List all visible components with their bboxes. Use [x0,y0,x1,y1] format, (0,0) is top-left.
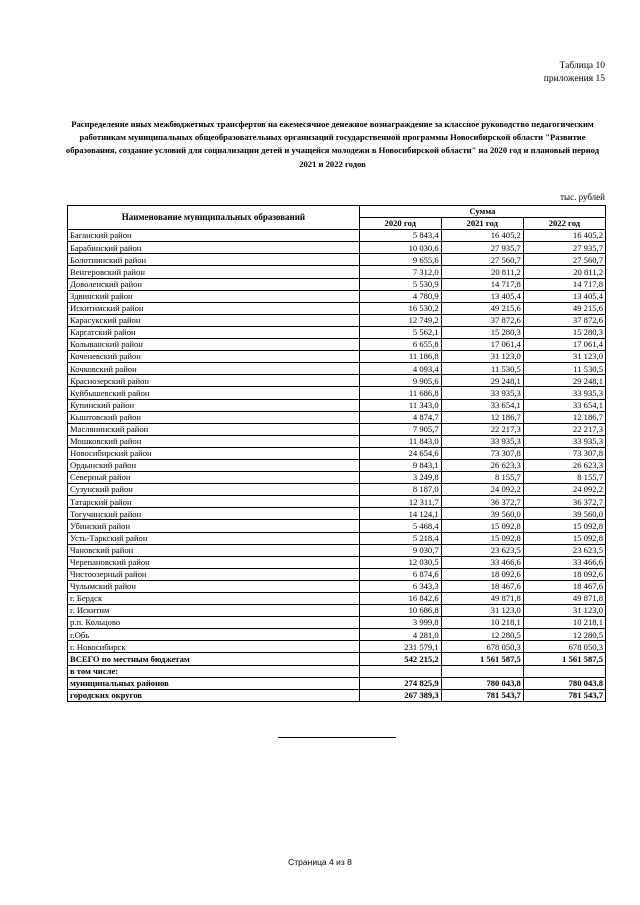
municipality-name: Чановский район [68,544,360,556]
table-row [68,254,606,266]
amount-2022: 23 623,5 [523,544,605,556]
amount-2021: 33 935,3 [441,435,523,447]
amount-2021: 10 218,1 [441,617,523,629]
table-row [68,556,606,568]
amount-2022: 16 405,2 [523,230,605,242]
municipality-name: р.п. Кольцово [68,617,360,629]
subtotal-2021: 780 043,8 [441,677,523,689]
municipality-name: Северный район [68,472,360,484]
amount-2022: 73 307,8 [523,447,605,459]
column-header-name: Наименование муниципальных образований [68,206,360,230]
municipality-name: Мошковский район [68,435,360,447]
amount-2022: 39 560,0 [523,508,605,520]
table-row [68,641,606,653]
amount-2021: 24 092,2 [441,484,523,496]
table-row [68,242,606,254]
amount-2021: 16 405,2 [441,230,523,242]
municipality-name: Искитимский район [68,302,360,314]
table-row [68,447,606,459]
subtotal-name: городских округов [68,689,360,701]
municipality-name: г. Бердск [68,593,360,605]
table-row [68,314,606,326]
amount-2020: 9 905,6 [359,375,441,387]
amount-2022: 12 280,5 [523,629,605,641]
amount-2020: 9 655,6 [359,254,441,266]
municipality-name: Купинский район [68,399,360,411]
table-row [68,363,606,375]
municipality-name: Маслянинский район [68,423,360,435]
amount-2020: 11 186,8 [359,351,441,363]
amount-2021: 8 155,7 [441,472,523,484]
amount-2020: 16 530,2 [359,302,441,314]
amount-2021: 73 307,8 [441,447,523,459]
table-row [68,302,606,314]
amount-2022: 49 215,6 [523,302,605,314]
amount-2020: 7 312,0 [359,266,441,278]
municipality-name: Карасукский район [68,314,360,326]
amount-2020: 7 905,7 [359,423,441,435]
table-row [68,290,606,302]
amount-2022: 49 871,8 [523,593,605,605]
amount-2021: 22 217,3 [441,423,523,435]
table-row [68,508,606,520]
table-row [68,423,606,435]
municipality-name: Барабинский район [68,242,360,254]
amount-2020: 12 749,2 [359,314,441,326]
municipality-name: Тогучинский район [68,508,360,520]
amount-2022: 18 092,6 [523,568,605,580]
amount-2020: 16 842,6 [359,593,441,605]
amount-2021: 27 935,7 [441,242,523,254]
municipality-name: Чистоозерный район [68,568,360,580]
amount-2021: 26 623,3 [441,459,523,471]
table-row [68,459,606,471]
table-row [68,326,606,338]
amount-2022: 15 280,3 [523,326,605,338]
amount-2021: 15 092,8 [441,532,523,544]
amount-2021: 18 467,6 [441,580,523,592]
amount-2020: 14 124,1 [359,508,441,520]
municipality-name: Черепановский район [68,556,360,568]
amount-2020: 8 187,0 [359,484,441,496]
table-row [68,496,606,508]
subtotal-2022: 781 543,7 [523,689,605,701]
municipality-name: Сузунский район [68,484,360,496]
table-row [68,435,606,447]
table-row [68,580,606,592]
column-header-2021: 2021 год [441,218,523,230]
municipality-name: Здвинский район [68,290,360,302]
amount-2022: 24 092,2 [523,484,605,496]
amount-2020: 5 468,4 [359,520,441,532]
table-row [68,411,606,423]
municipality-name: Чулымский район [68,580,360,592]
amount-2022: 18 467,6 [523,580,605,592]
amount-2022: 678 050,3 [523,641,605,653]
amount-2020: 9 030,7 [359,544,441,556]
table-row [68,629,606,641]
amount-2021: 678 050,3 [441,641,523,653]
amount-2022: 27 935,7 [523,242,605,254]
amount-2022: 33 935,3 [523,387,605,399]
amount-2021: 33 466,6 [441,556,523,568]
amount-2020: 5 843,4 [359,230,441,242]
table-reference [544,60,605,86]
amount-2022: 31 123,0 [523,351,605,363]
municipality-name: Кочковский район [68,363,360,375]
amount-2020: 4 874,7 [359,411,441,423]
table-row [68,472,606,484]
amount-2020: 5 218,4 [359,532,441,544]
amount-2021: 33 935,3 [441,387,523,399]
table-row [68,520,606,532]
municipality-name: Каргатский район [68,326,360,338]
amount-2022: 14 717,8 [523,278,605,290]
municipality-name: Куйбышевский район [68,387,360,399]
amount-2020: 3 999,8 [359,617,441,629]
amount-2020: 10 686,8 [359,605,441,617]
amount-2022: 15 092,8 [523,532,605,544]
amount-2021: 18 092,6 [441,568,523,580]
amount-2021: 33 654,1 [441,399,523,411]
municipality-name: Колыванский район [68,339,360,351]
subtotal-row-cities [68,689,606,701]
subtotal-2020: 267 389,3 [359,689,441,701]
amount-2022: 11 530,5 [523,363,605,375]
amount-2021: 49 215,6 [441,302,523,314]
amount-2021: 49 871,8 [441,593,523,605]
municipality-name: Убинский район [68,520,360,532]
table-row [68,399,606,411]
subtotal-2020: 274 825,9 [359,677,441,689]
amount-2020: 9 843,1 [359,459,441,471]
amount-2021: 31 123,0 [441,351,523,363]
column-header-2022: 2022 год [523,218,605,230]
table-row [68,351,606,363]
separator-line [278,737,396,738]
amount-2020: 5 562,1 [359,326,441,338]
amount-2022: 22 217,3 [523,423,605,435]
municipality-name: Коченевский район [68,351,360,363]
column-header-sum: Сумма [359,206,605,218]
amount-2021: 17 061,4 [441,339,523,351]
amount-2021: 20 811,2 [441,266,523,278]
table-row [68,278,606,290]
table-body [68,230,606,653]
municipality-name: Новосибирский район [68,447,360,459]
amount-2020: 12 030,5 [359,556,441,568]
amount-2022: 31 123,0 [523,605,605,617]
municipality-name: Баганский район [68,230,360,242]
amount-2022: 8 155,7 [523,472,605,484]
amount-2022: 13 405,4 [523,290,605,302]
amount-2022: 20 811,2 [523,266,605,278]
amount-2020: 3 249,8 [359,472,441,484]
page-number: Страница 4 из 8 [288,857,352,867]
units-label: тыс. рублей [560,192,605,202]
total-2022: 1 561 587,5 [523,653,605,665]
amount-2021: 15 092,8 [441,520,523,532]
amount-2020: 4 281,0 [359,629,441,641]
amount-2020: 231 579,1 [359,641,441,653]
amount-2022: 27 560,7 [523,254,605,266]
table-row [68,375,606,387]
amount-2021: 13 405,4 [441,290,523,302]
amount-2021: 27 560,7 [441,254,523,266]
subtotal-row-districts [68,677,606,689]
municipality-name: г.Обь [68,629,360,641]
subtotal-name: муниципальных районов [68,677,360,689]
table-row [68,266,606,278]
column-header-2020: 2020 год [359,218,441,230]
table-row [68,593,606,605]
amount-2021: 15 280,3 [441,326,523,338]
amount-2022: 33 654,1 [523,399,605,411]
amount-2021: 12 280,5 [441,629,523,641]
table-row [68,544,606,556]
amount-2022: 12 186,7 [523,411,605,423]
municipality-name: Доволенский район [68,278,360,290]
amount-2021: 11 530,5 [441,363,523,375]
document-title: Распределение иных межбюджетных трансфертов на ежемесячное денежное вознаграждение за классное руководство педагогическим работникам муниципальных общеобразовательных организаций государственной программы Новосибирской области "Развитие образования, создание условий для социализации детей и учащейся молодежи в Новосибирской области" на 2020 год и плановый период 2021 и 2022 годов [65,119,600,169]
amount-2020: 10 030,6 [359,242,441,254]
appendix-label: приложения 15 [543,74,605,84]
amount-2020: 12 311,7 [359,496,441,508]
municipality-name: Татарский район [68,496,360,508]
amount-2021: 12 186,7 [441,411,523,423]
amount-2022: 37 872,6 [523,314,605,326]
amount-2020: 11 343,0 [359,399,441,411]
amount-2022: 29 248,1 [523,375,605,387]
amount-2020: 4 780,9 [359,290,441,302]
amount-2020: 4 093,4 [359,363,441,375]
amount-2022: 15 092,8 [523,520,605,532]
municipality-name: г. Искитим [68,605,360,617]
amount-2020: 6 874,6 [359,568,441,580]
table-row [68,532,606,544]
municipality-name: Венгеровский район [68,266,360,278]
table-row [68,617,606,629]
total-2020: 542 215,2 [359,653,441,665]
amount-2022: 26 623,3 [523,459,605,471]
distribution-table [67,205,606,702]
total-name: ВСЕГО по местным бюджетам [68,653,360,665]
amount-2021: 23 623,5 [441,544,523,556]
amount-2022: 33 466,6 [523,556,605,568]
municipality-name: Болотнинский район [68,254,360,266]
table-row [68,387,606,399]
amount-2022: 36 372,7 [523,496,605,508]
municipality-name: Кыштовский район [68,411,360,423]
amount-2020: 11 843,0 [359,435,441,447]
table-row [68,339,606,351]
table-row [68,568,606,580]
amount-2021: 37 872,6 [441,314,523,326]
table-number-label: Таблица 10 [559,61,605,71]
including-label: в том числе: [68,665,360,677]
subtotal-2021: 781 543,7 [441,689,523,701]
amount-2021: 39 560,0 [441,508,523,520]
including-row [68,665,606,677]
amount-2021: 14 717,8 [441,278,523,290]
amount-2022: 17 061,4 [523,339,605,351]
amount-2020: 5 530,9 [359,278,441,290]
amount-2022: 33 935,3 [523,435,605,447]
municipality-name: Краснозерский район [68,375,360,387]
amount-2022: 10 218,1 [523,617,605,629]
table-summary [68,653,606,701]
table-row [68,605,606,617]
amount-2021: 31 123,0 [441,605,523,617]
municipality-name: Ордынский район [68,459,360,471]
amount-2021: 29 248,1 [441,375,523,387]
amount-2020: 6 655,8 [359,339,441,351]
amount-2020: 11 686,8 [359,387,441,399]
table-row [68,230,606,242]
municipality-name: Усть-Таркский район [68,532,360,544]
table-row [68,484,606,496]
total-2021: 1 561 587,5 [441,653,523,665]
municipality-name: г. Новосибирск [68,641,360,653]
amount-2020: 24 654,6 [359,447,441,459]
subtotal-2022: 780 043,8 [523,677,605,689]
amount-2020: 6 343,3 [359,580,441,592]
total-row [68,653,606,665]
amount-2021: 36 372,7 [441,496,523,508]
